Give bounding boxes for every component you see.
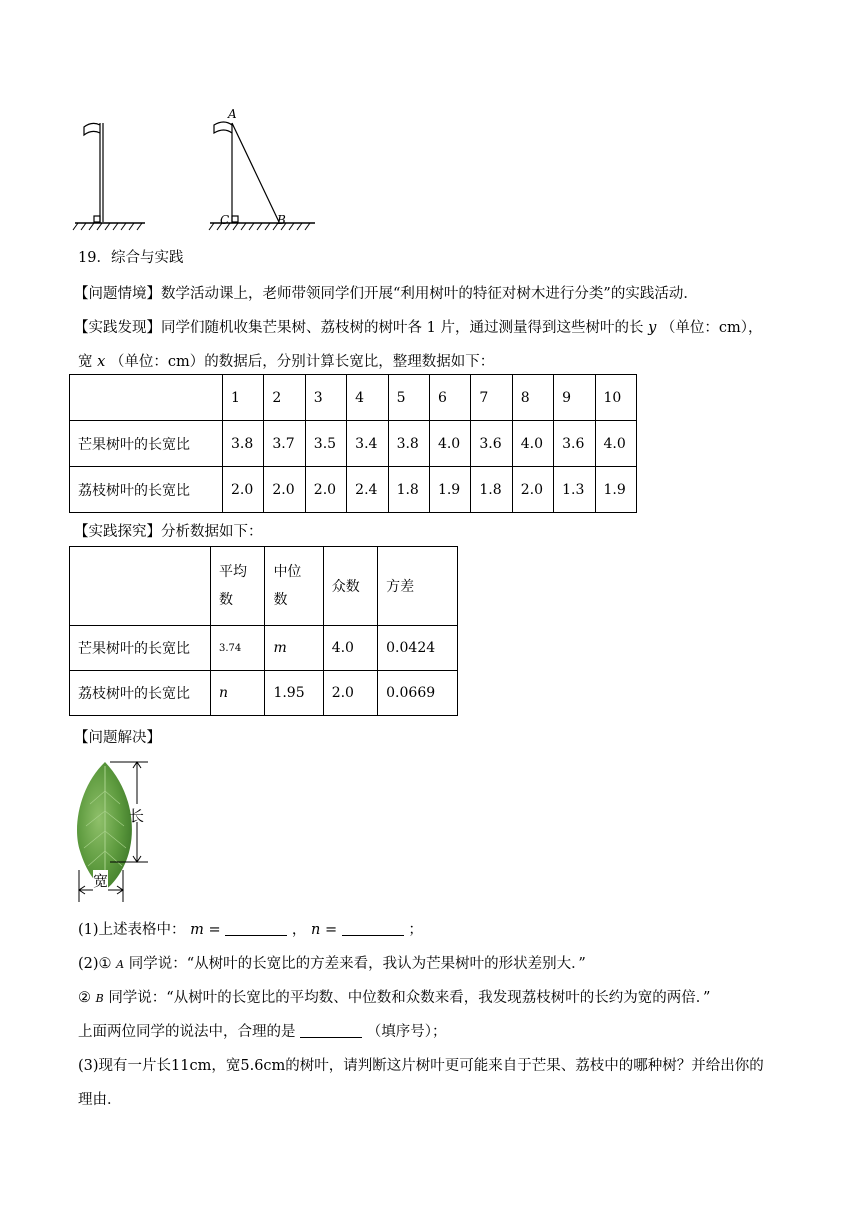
flagpole-figures [70, 105, 330, 237]
label-b: B [277, 213, 286, 227]
question-3-line1: (3)现有一片长11cm，宽5.6cm的树叶，请判断这片树叶更可能来自于芒果、荔枝中的哪种树？并给出你的 [78, 1058, 764, 1074]
table-cell: 3.4 [347, 421, 388, 467]
header-median-line1: 中位 [273, 564, 302, 580]
table-cell: 2 [264, 375, 305, 421]
answer-blank-n[interactable] [342, 921, 404, 936]
practice-discovery-line2 [78, 350, 494, 371]
q2a-var: A [116, 958, 125, 971]
table-cell: 4.0 [323, 626, 377, 671]
discovery-text-1: 【实践发现】同学们随机收集芒果树、荔枝树的树叶各 1 片，通过测量得到这些树叶的长 [74, 320, 644, 336]
q1-sep: ， [291, 922, 307, 938]
analysis-table [69, 546, 458, 716]
row-label: 荔枝树叶的长宽比 [70, 467, 223, 513]
discovery-text-2: （单位：cm）， [660, 320, 763, 336]
q2a-prefix: (2)① [78, 956, 112, 972]
table-row [70, 626, 458, 671]
table-cell: 0.0424 [378, 626, 458, 671]
problem-situation: 【问题情境】数学活动课上，老师带领同学们开展“利用树叶的特征对树木进行分类”的实践活动． [74, 286, 698, 302]
table-row [70, 421, 637, 467]
var-y: y [648, 320, 657, 336]
question-number: 19．综合与实践 [78, 250, 184, 266]
table-row [70, 467, 637, 513]
table-cell: 3 [305, 375, 346, 421]
label-a: A [228, 107, 237, 121]
table-cell: 2.0 [264, 467, 305, 513]
table-cell: 2.4 [347, 467, 388, 513]
problem-solve: 【问题解决】 [74, 730, 161, 746]
table-header-row [70, 547, 458, 626]
practice-discovery-line1 [74, 316, 763, 337]
row-label: 荔枝树叶的长宽比 [70, 671, 211, 716]
table-row [70, 671, 458, 716]
discovery-text-4: （单位：cm）的数据后，分别计算长宽比，整理数据如下： [109, 354, 495, 370]
header-mode: 众数 [323, 547, 377, 626]
table-cell: 0.0669 [378, 671, 458, 716]
question-2c [78, 1020, 446, 1041]
header-variance: 方差 [378, 547, 458, 626]
question-2a [78, 952, 586, 973]
ratio-data-table [69, 374, 637, 513]
table-cell: 5 [388, 375, 429, 421]
table-cell: 8 [512, 375, 553, 421]
table-cell: 1.9 [595, 467, 636, 513]
table-cell: 1.8 [471, 467, 512, 513]
table-cell: 4 [347, 375, 388, 421]
table-cell: 3.8 [223, 421, 264, 467]
q1-eq-n: = [324, 922, 338, 938]
var-x: x [97, 354, 106, 370]
table-cell: 1.9 [429, 467, 470, 513]
answer-blank-m[interactable] [225, 921, 287, 936]
q2c-hint: （填序号）； [366, 1024, 447, 1040]
q1-prefix: (1)上述表格中： [78, 922, 186, 938]
header-mean [211, 547, 265, 626]
q2b-var: B [95, 992, 104, 1005]
table-cell: 4.0 [512, 421, 553, 467]
row-label: 芒果树叶的长宽比 [70, 421, 223, 467]
label-c: C [220, 213, 230, 227]
table-cell: 3.7 [264, 421, 305, 467]
q2b-text: 同学说：“从树叶的长宽比的平均数、中位数和众数来看，我发现荔枝树叶的长约为宽的两倍．” [108, 990, 711, 1006]
table-cell [70, 375, 223, 421]
question-3-line2: 理由． [78, 1092, 122, 1108]
practice-explore: 【实践探究】分析数据如下： [74, 524, 263, 540]
table-cell: 1 [223, 375, 264, 421]
question-1 [78, 918, 423, 939]
table-cell: 2.0 [305, 467, 346, 513]
discovery-text-3: 宽 [78, 354, 93, 370]
table-cell: 1.95 [265, 671, 323, 716]
q2b-prefix: ② [78, 990, 91, 1006]
table-cell: m [265, 626, 323, 671]
q1-eq-m: = [208, 922, 221, 938]
table-cell: n [211, 671, 265, 716]
table-cell: 2.0 [323, 671, 377, 716]
q1-var-m: m [190, 922, 204, 938]
table-cell: 1.8 [388, 467, 429, 513]
q2c-text: 上面两位同学的说法中，合理的是 [78, 1024, 296, 1040]
table-cell: 10 [595, 375, 636, 421]
table-cell: 3.74 [211, 626, 265, 671]
table-cell: 9 [554, 375, 595, 421]
leaf-width-label: 宽 [93, 872, 109, 890]
flagpole-figure-left [73, 123, 145, 230]
table-cell [70, 547, 211, 626]
header-mean-line2: 数 [219, 592, 233, 608]
table-cell: 1.3 [554, 467, 595, 513]
table-cell: 2.0 [512, 467, 553, 513]
table-cell: 6 [429, 375, 470, 421]
table-cell: 3.6 [554, 421, 595, 467]
table-cell: 4.0 [429, 421, 470, 467]
q1-end: ； [408, 922, 423, 938]
row-label: 芒果树叶的长宽比 [70, 626, 211, 671]
header-median-line2: 数 [273, 592, 288, 608]
table-cell: 3.8 [388, 421, 429, 467]
header-mean-line1: 平均 [219, 564, 247, 580]
answer-blank-q2[interactable] [300, 1023, 362, 1038]
header-median [265, 547, 323, 626]
q1-var-n: n [311, 922, 321, 938]
table-cell: 3.6 [471, 421, 512, 467]
q2a-text: 同学说：“从树叶的长宽比的方差来看，我认为芒果树叶的形状差别大．” [128, 956, 586, 972]
table-header-row [70, 375, 637, 421]
table-cell: 2.0 [223, 467, 264, 513]
question-2b [78, 986, 710, 1007]
table-cell: 7 [471, 375, 512, 421]
table-cell: 4.0 [595, 421, 636, 467]
table-cell: 3.5 [305, 421, 346, 467]
leaf-length-label: 长 [129, 807, 145, 825]
